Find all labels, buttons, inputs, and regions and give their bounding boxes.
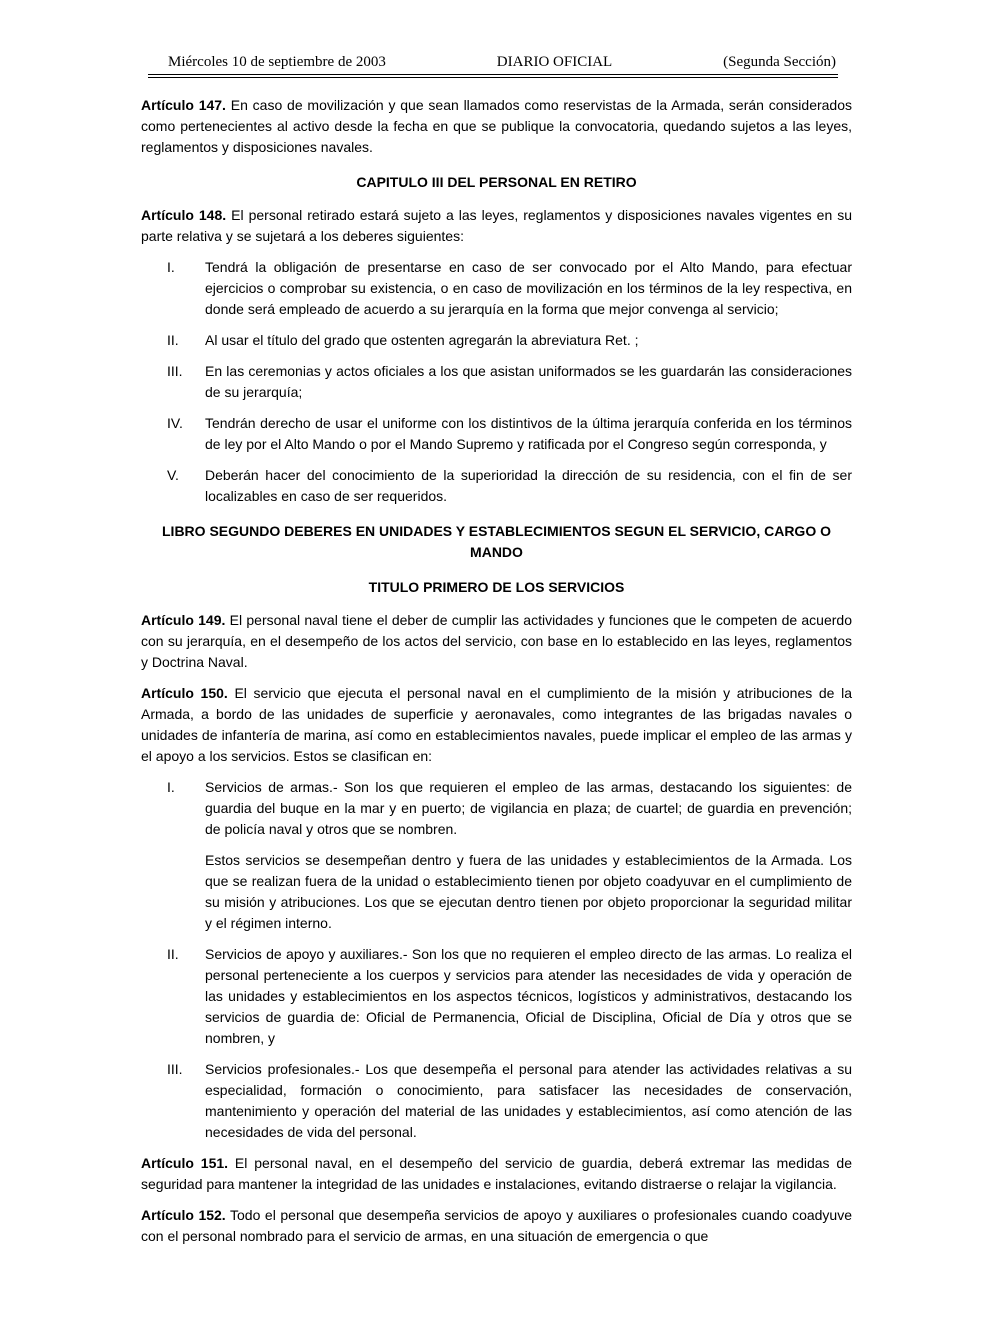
list-item-text: Al usar el título del grado que ostenten agregarán la abreviatura Ret. ; [205, 332, 639, 348]
article-text: El personal naval, en el desempeño del servicio de guardia, deberá extremar las medidas de seguridad para mantener la integridad de las unidades e instalaciones, evitando distraerse o relajar la vigilancia. [141, 1155, 852, 1192]
list-item-text: Tendrá la obligación de presentarse en caso de ser convocado por el Alto Mando, para efectuar ejercicios o comprobar su existencia, o en caso de movilización en los términos de la ley respectiva, en donde será empleado de acuerdo a su jerarquía en la forma que mejor convenga al servicio; [205, 259, 852, 317]
list-item [141, 413, 852, 455]
list-item-numeral: III. [167, 1061, 183, 1077]
list-item-numeral: V. [167, 467, 179, 483]
list-item-numeral: II. [167, 946, 179, 962]
document-page [0, 53, 990, 1333]
header-title: DIARIO OFICIAL [496, 54, 613, 70]
header-date: Miércoles 10 de septiembre de 2003 [168, 54, 386, 70]
article-147-paragraph [141, 95, 852, 158]
article-label: Artículo 150. [141, 685, 228, 701]
list-item [141, 361, 852, 403]
article-label: Artículo 151. [141, 1155, 229, 1171]
article-label: Artículo 147. [141, 97, 226, 113]
list-item [141, 465, 852, 507]
article-label: Artículo 148. [141, 207, 227, 223]
list-item-numeral: II. [167, 332, 179, 348]
list-item-text: Servicios profesionales.- Los que desempeña el personal para atender las actividades relativas a su especialidad, formación o conocimiento, para satisfacer las necesidades de conservación, mantenimiento y operación del material de las unidades y establecimientos, así como atención de las necesidades de vida del personal. [205, 1061, 852, 1140]
list-item-numeral: I. [167, 779, 175, 795]
article-label: Artículo 152. [141, 1207, 226, 1223]
list-item-numeral: I. [167, 259, 175, 275]
article-150-paragraph [141, 683, 852, 767]
header-divider [148, 74, 838, 78]
article-text: En caso de movilización y que sean llamados como reservistas de la Armada, serán considerados como pertenecientes al activo desde la fecha en que se publique la convocatoria, quedando sujetos a las leyes, reglamentos y disposiciones navales. [141, 97, 852, 155]
article-151-paragraph [141, 1153, 852, 1195]
list-item-text: Tendrán derecho de usar el uniforme con los distintivos de la última jerarquía conferida en los términos de ley por el Alto Mando o por el Mando Supremo y ratificada por el Congreso según corresponda, y [205, 415, 852, 452]
article-152-paragraph [141, 1205, 852, 1247]
list-item-text: Servicios de apoyo y auxiliares.- Son los que no requieren el empleo directo de las armas. Lo realiza el personal perteneciente a los cuerpos y servicios para atender las necesidades de vida y operación de las unidades y establecimientos en los aspectos técnicos, logísticos y administrativos, destacando los servicios de guardia de: Oficial de Permanencia, Oficial de Disciplina, Oficial de Día y otros que se nombren, y [205, 946, 852, 1046]
header-section: (Segunda Sección) [723, 54, 837, 70]
list-item-numeral: III. [167, 363, 183, 379]
title-heading: TITULO PRIMERO DE LOS SERVICIOS [368, 579, 625, 595]
chapter-heading: CAPITULO III DEL PERSONAL EN RETIRO [356, 174, 637, 190]
article-text: El servicio que ejecuta el personal naval en el cumplimiento de la misión y atribuciones de la Armada, a bordo de las unidades de superficie y aeronavales, como integrantes de las brigadas navales o unidades de infantería de marina, así como en establecimientos navales, puede implicar el empleo de las armas y el apoyo a los servicios. Estos se clasifican en: [141, 685, 853, 764]
list-item-continuation: Estos servicios se desempeñan dentro y fuera de las unidades y establecimientos de la Armada. Los que se realizan fuera de la unidad o establecimiento tienen por objeto coadyuvar en el cumplimiento de su misión y atribuciones. Los que se ejecutan dentro tienen por objeto proporcionar la seguridad militar y el régimen interno. [205, 852, 852, 931]
list-item-text: En las ceremonias y actos oficiales a los que asistan uniformados se les guardarán las consideraciones de su jerarquía; [205, 363, 852, 400]
book-heading: LIBRO SEGUNDO DEBERES EN UNIDADES Y ESTABLECIMIENTOS SEGUN EL SERVICIO, CARGO O MANDO [162, 523, 831, 560]
article-149-paragraph [141, 610, 852, 673]
article-148-paragraph [141, 205, 852, 247]
article-label: Artículo 149. [141, 612, 226, 628]
list-item-numeral: IV. [167, 415, 183, 431]
document-body [141, 95, 852, 1247]
article-text: El personal retirado estará sujeto a las leyes, reglamentos y disposiciones navales vigentes en su parte relativa y se sujetará a los deberes siguientes: [141, 207, 853, 244]
list-item [141, 1059, 852, 1143]
list-item [141, 257, 852, 320]
page-header [148, 53, 838, 78]
article-text: Todo el personal que desempeña servicios de apoyo y auxiliares o profesionales cuando coadyuve con el personal nombrado para el servicio de armas, en una situación de emergencia o que [141, 1207, 853, 1244]
list-item-text: Deberán hacer del conocimiento de la superioridad la dirección de su residencia, con el fin de ser localizables en caso de ser requeridos. [205, 467, 852, 504]
article-text: El personal naval tiene el deber de cumplir las actividades y funciones que le competen de acuerdo con su jerarquía, en el desempeño de los actos del servicio, con base en lo establecido en las leyes, reglamentos y Doctrina Naval. [141, 612, 852, 670]
list-item [141, 330, 852, 351]
list-item-text: Servicios de armas.- Son los que requieren el empleo de las armas, destacando los siguientes: de guardia del buque en la mar y en puerto; de vigilancia en plaza; de cuartel; de guardia en prevención; de policía naval y otros que se nombren. [205, 779, 852, 837]
list-item [141, 944, 852, 1049]
list-item [141, 777, 852, 840]
